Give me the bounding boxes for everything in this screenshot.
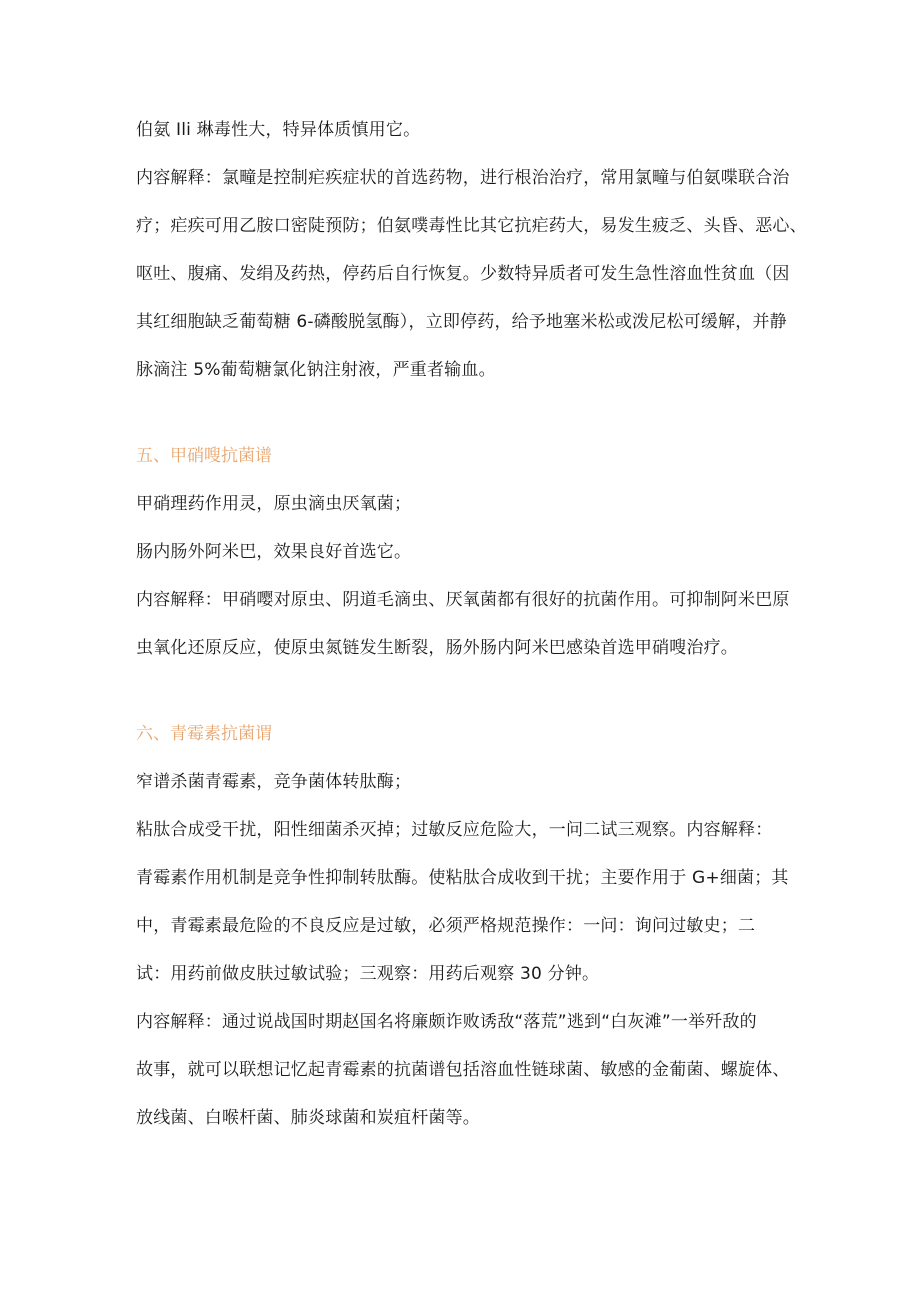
text-line: 脉滴注 5%葡萄糖氯化钠注射液，严重者输血。 <box>136 360 496 380</box>
section-heading: 五、甲硝嗖抗菌谱 <box>136 446 272 466</box>
text-line: 试：用药前做皮肤过敏试验；三观察：用药后观察 30 分钟。 <box>136 964 600 984</box>
text-line: 内容解释：氯疃是控制疟疾症状的首选药物，进行根治治疗，常用氯疃与伯氨喋联合治 <box>136 168 790 188</box>
section5-text <box>136 490 800 662</box>
text-line: 伯氨 Ili 琳毒性大，特异体质慎用它。 <box>136 120 421 140</box>
text-line: 内容解释：甲硝嘤对原虫、阴道毛滴虫、厌氧菌都有很好的抗菌作用。可抑制阿米巴原 <box>136 590 790 610</box>
section-prev-text <box>136 116 807 384</box>
text-line: 甲硝理药作用灵，原虫滴虫厌氧菌； <box>136 494 412 514</box>
text-line: 虫氧化还原反应，使原虫氮链发生断裂，肠外肠内阿米巴感染首选甲硝嗖治疗。 <box>136 638 738 658</box>
text-line: 故事，就可以联想记忆起青霉素的抗菌谱包括溶血性链球菌、敏感的金葡菌、螺旋体、 <box>136 1060 790 1080</box>
text-line: 青霉素作用机制是竞争性抑制转肽酶。使粘肽合成收到干扰；主要作用于 G+细菌；其 <box>136 868 789 888</box>
text-line: 肠内肠外阿米巴，效果良好首选它。 <box>136 542 412 562</box>
text-line: 中，青霉素最危险的不良反应是过敏，必须严格规范操作：一问：询问过敏史；二 <box>136 916 756 936</box>
document-page <box>136 116 807 1132</box>
text-line: 粘肽合成受干扰，阳性细菌杀灭掉；过敏反应危险大，一问二试三观察。内容解释： <box>136 820 773 840</box>
section6-text <box>136 768 800 1132</box>
section-heading: 六、青霉素抗菌谓 <box>136 724 272 744</box>
text-line: 放线菌、白喉杆菌、肺炎球菌和炭疽杆菌等。 <box>136 1108 480 1128</box>
text-line: 窄谱杀菌青霉素，竞争菌体转肽酶； <box>136 772 412 792</box>
text-line: 其红细胞缺乏葡萄糖 6-磷酸脱氢酶），立即停药，给予地塞米松或泼尼松可缓解，并静 <box>136 312 787 332</box>
text-line: 呕吐、腹痛、发绢及药热，停药后自行恢复。少数特异质者可发生急性溶血性贫血（因 <box>136 264 790 284</box>
text-line: 内容解释：通过说战国时期赵国名将廉颇诈败诱敌“落荒”逃到“白灰滩”一举歼敌的 <box>136 1012 757 1032</box>
text-line: 疗；疟疾可用乙胺口密陡预防；伯氨噗毒性比其它抗疟药大，易发生疲乏、头昏、恶心、 <box>136 216 807 236</box>
